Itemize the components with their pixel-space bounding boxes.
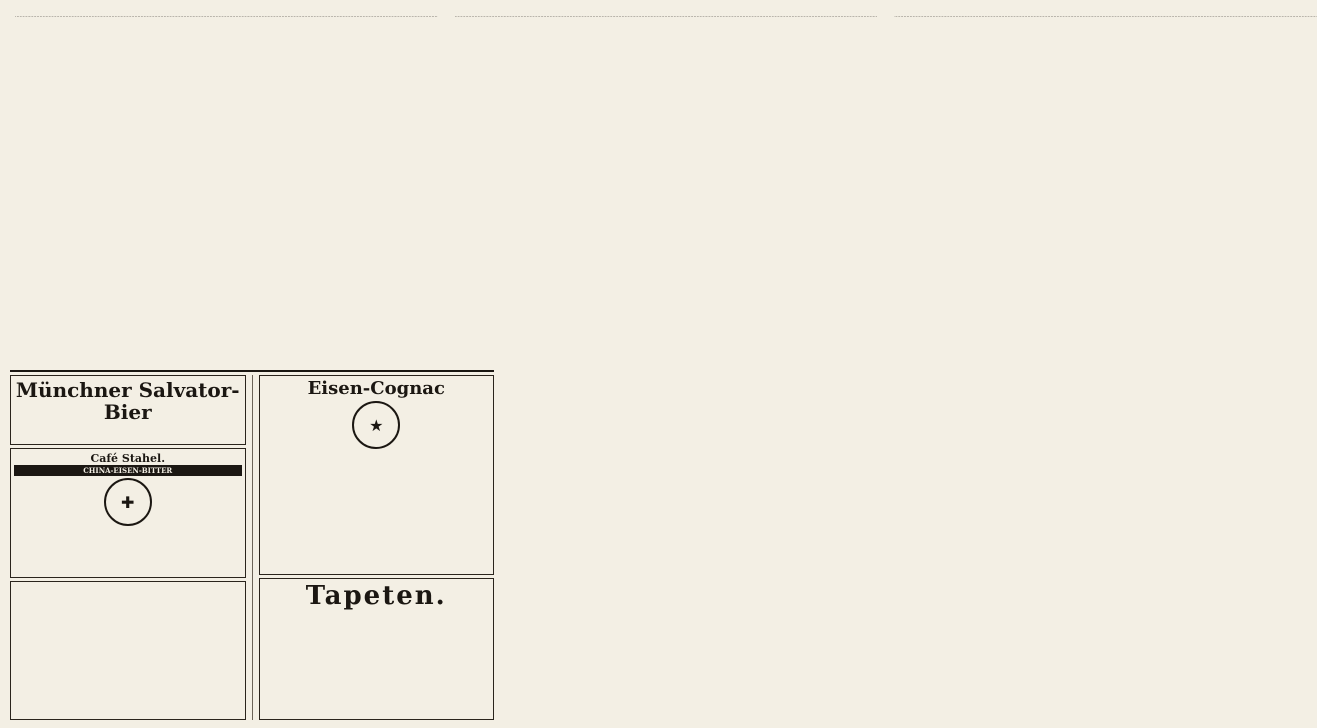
ads-right-column [259, 375, 495, 720]
paragraph: …………………………………………………………………………………………………………………………………………………………………………………………………………………………………………………… [454, 14, 878, 19]
column-divider [252, 375, 253, 720]
article-columns [10, 14, 1317, 366]
paragraph: …………………………………………………………………………………………………………………………………………………………………………………………………………………………………………………… [894, 14, 1317, 19]
ads-left-column [10, 375, 246, 720]
ad-eisen-cognac [259, 375, 495, 575]
ad-cafe-title: Café Stahel. [90, 452, 166, 465]
paragraph: …………………………………………………………………………………………………………………………………………………………………………………………………………………………………………………… [15, 14, 438, 19]
medal-icon: ★ [352, 401, 400, 449]
advertisements [10, 375, 494, 720]
ad-title: CHINA-EISEN-BITTER [14, 465, 242, 476]
column-2 [450, 14, 878, 366]
ad-salvator [10, 375, 246, 445]
ads-divider [10, 370, 494, 372]
trademark-icon: ✚ [104, 478, 152, 526]
ad-title: Münchner Salvator-Bier [15, 378, 240, 424]
ad-title: Eisen-Cognac [307, 378, 445, 399]
ad-china-eisen [10, 448, 246, 578]
ad-samen [10, 581, 246, 720]
ad-title: Tapeten. [305, 581, 447, 611]
column-1 [10, 14, 438, 366]
ad-tapeten [259, 578, 495, 720]
column-3 [889, 14, 1317, 366]
